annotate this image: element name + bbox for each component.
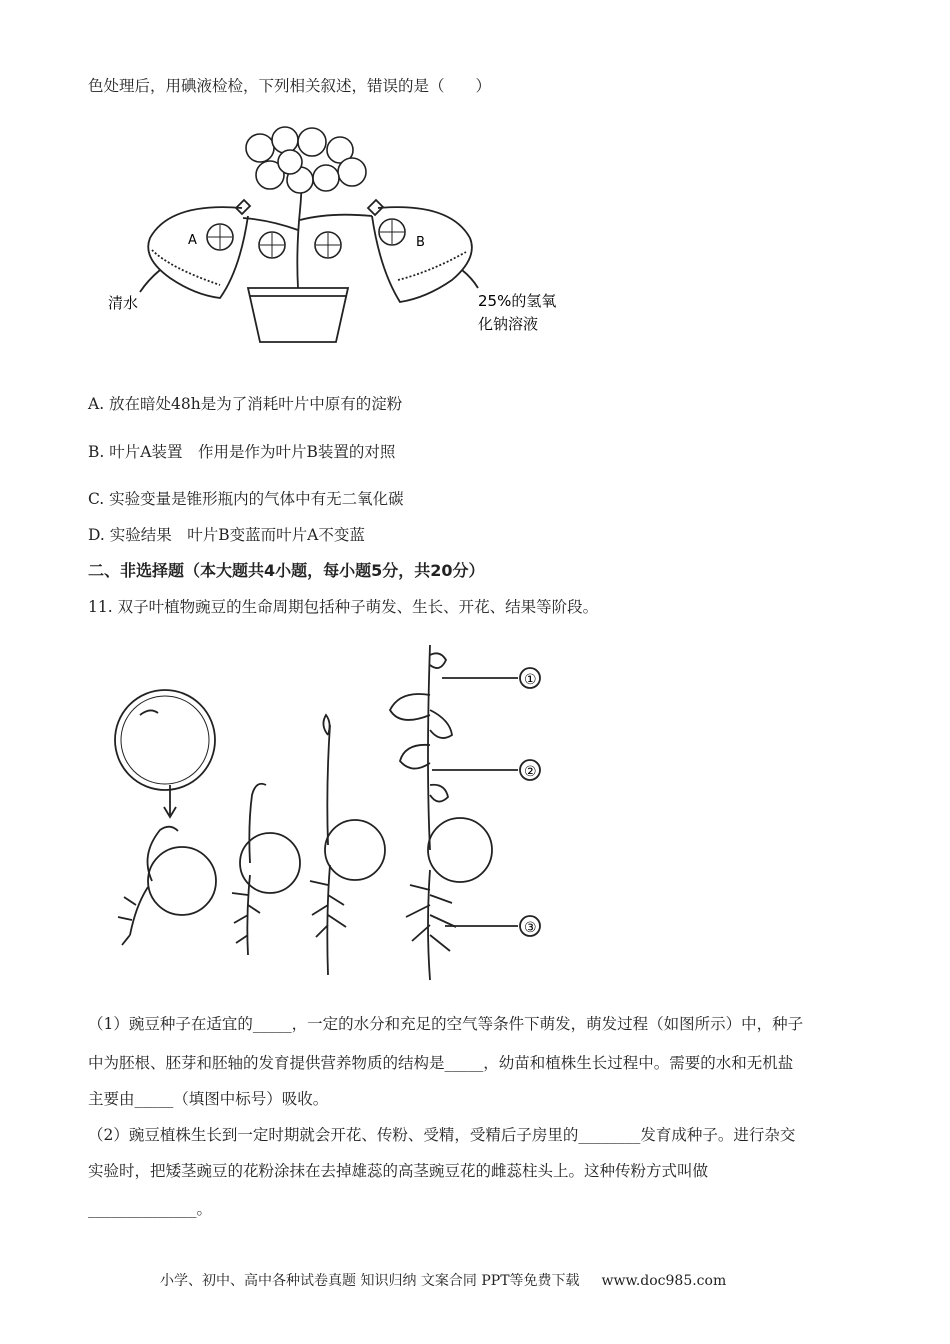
option-b: B. 叶片A装置 作用是作为叶片B装置的对照 — [88, 443, 396, 461]
subquestion-2-line-3: ______________。 — [88, 1200, 213, 1218]
footer-url[interactable]: www.doc985.com — [601, 1273, 727, 1289]
roots — [406, 870, 456, 980]
label-naoh-line2: 化钠溶液 — [478, 315, 539, 333]
pea-germination-diagram — [100, 635, 560, 985]
subquestion-1-line-3: 主要由_____（填图中标号）吸收。 — [88, 1090, 329, 1108]
label-a: A — [188, 233, 197, 248]
section-heading: 二、非选择题（本大题共4小题，每小题5分，共20分） — [88, 561, 485, 580]
experiment-diagram — [100, 120, 570, 355]
option-d: D. 实验结果 叶片B变蓝而叶片A不变蓝 — [88, 526, 365, 544]
option-c: C. 实验变量是锥形瓶内的气体中有无二氧化碳 — [88, 490, 404, 508]
marker-2: ② — [524, 764, 537, 780]
label-b: B — [416, 235, 425, 250]
footer-text: 小学、初中、高中各种试卷真题 知识归纳 文案合同 PPT等免费下载 — [160, 1273, 580, 1289]
question-stem: 色处理后，用碘液检检，下列相关叙述，错误的是（ ） — [88, 77, 492, 95]
pea-seed — [115, 690, 215, 790]
mature-stem — [428, 645, 430, 850]
page-footer — [160, 1270, 726, 1290]
subquestion-1-line-2: 中为胚根、胚芽和胚轴的发育提供营养物质的结构是_____，幼苗和植株生长过程中。需要的水和无机盐 — [88, 1054, 794, 1072]
subquestion-1-line-1: （1）豌豆种子在适宜的_____，一定的水分和充足的空气等条件下萌发，萌发过程（如图所示）中，种子 — [88, 1015, 804, 1033]
subquestion-2-line-1: （2）豌豆植株生长到一定时期就会开花、传粉、受精，受精后子房里的________发育成种子。进行杂交 — [88, 1126, 796, 1144]
option-a: A. 放在暗处48h是为了消耗叶片中原有的淀粉 — [88, 395, 403, 413]
label-water: 清水 — [108, 294, 139, 312]
question-11-stem: 11. 双子叶植物豌豆的生命周期包括种子萌发、生长、开花、结果等阶段。 — [88, 598, 599, 616]
marker-1: ① — [524, 672, 537, 688]
marker-3: ③ — [524, 920, 537, 936]
flask-a — [148, 207, 248, 298]
subquestion-2-line-2: 实验时，把矮茎豌豆的花粉涂抹在去掉雄蕊的高茎豌豆花的雌蕊柱头上。这种传粉方式叫做 — [88, 1162, 709, 1180]
label-naoh-line1: 25%的氢氧 — [478, 292, 557, 310]
